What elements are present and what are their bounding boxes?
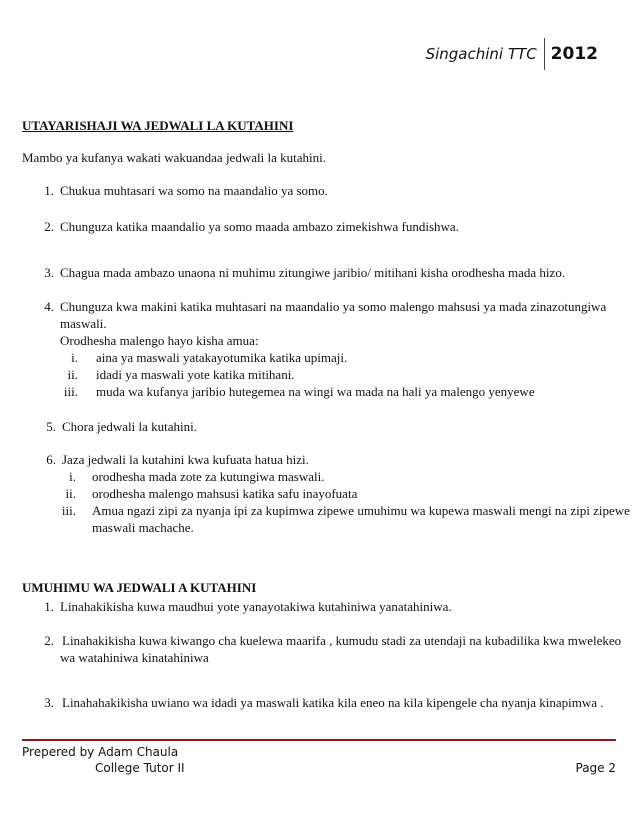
footer-divider (22, 739, 616, 741)
section1-intro: Mambo ya kufanya wakati wakuandaa jedwali la kutahini. (22, 150, 326, 165)
page-header (426, 38, 598, 70)
header-title: Singachini TTC (425, 45, 537, 63)
footer-role: College Tutor II (95, 761, 185, 775)
section1-heading: UTAYARISHAJI WA JEDWALI LA KUTAHINI (22, 118, 294, 133)
section2-heading: UMUHIMU WA JEDWALI A KUTAHINI (22, 580, 257, 595)
header-year: 2012 (550, 44, 598, 64)
footer-page-number: Page 2 (575, 761, 616, 775)
footer-prepared-by: Prepered by Adam Chaula (22, 745, 179, 759)
